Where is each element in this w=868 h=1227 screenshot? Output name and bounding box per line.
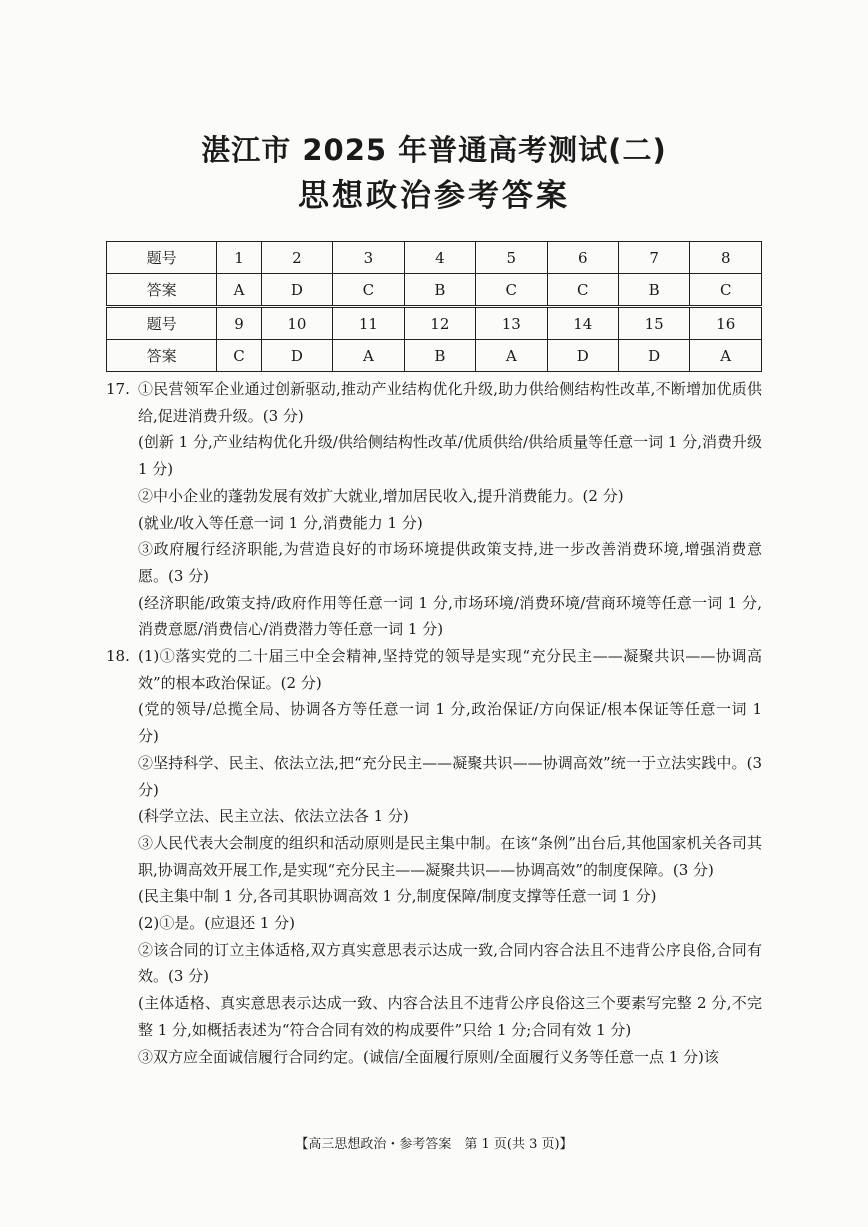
scoring-note: (就业/收入等任意一词 1 分,消费能力 1 分): [138, 513, 423, 532]
question-body: [138, 376, 762, 643]
answer-point: ②中小企业的蓬勃发展有效扩大就业,增加居民收入,提升消费能力。(2 分): [138, 486, 624, 505]
table-cell: B: [404, 274, 475, 307]
answer-point: ①民营领军企业通过创新驱动,推动产业结构优化升级,助力供给侧结构性改革,不断增加优质供给,促进消费升级。(3 分): [138, 380, 762, 425]
table-cell: 11: [333, 307, 404, 340]
table-cell: D: [261, 274, 332, 307]
table-cell: C: [333, 274, 404, 307]
table-cell: 4: [404, 242, 475, 274]
table-cell: A: [333, 340, 404, 372]
answer-point: (2)①是。(应退还 1 分): [138, 914, 296, 933]
answer-point: ③双方应全面诚信履行合同约定。(诚信/全面履行原则/全面履行义务等任意一点 1 分)该: [138, 1047, 719, 1066]
table-cell: C: [217, 340, 261, 372]
table-cell: 16: [690, 307, 762, 340]
document-subtitle: 思想政治参考答案: [298, 178, 570, 214]
row-label-answer: 答案: [107, 274, 217, 307]
scoring-note: (党的领导/总揽全局、协调各方等任意一词 1 分,政治保证/方向保证/根本保证等任意一词 1 分): [138, 700, 762, 746]
table-cell: 5: [476, 242, 547, 274]
table-cell: 6: [547, 242, 618, 274]
table-cell: 12: [404, 307, 475, 340]
scoring-note: (科学立法、民主立法、依法立法各 1 分): [138, 807, 409, 826]
question-number: 17.: [106, 380, 130, 398]
answer-point: ③政府履行经济职能,为营造良好的市场环境提供政策支持,进一步改善消费环境,增强消费意愿。(3 分): [138, 540, 762, 585]
answer-point: (1)①落实党的二十届三中全会精神,坚持党的领导是实现“充分民主——凝聚共识——协调高效”的根本政治保证。(2 分): [138, 647, 762, 692]
answer-point: ②该合同的订立主体适格,双方真实意思表示达成一致,合同内容合法且不违背公序良俗,合同有效。(3 分): [138, 940, 762, 986]
scoring-note: (创新 1 分,产业结构优化升级/供给侧结构性改革/优质供给/供给质量等任意一词 1 分,消费升级 1 分): [138, 433, 762, 479]
table-row-numbers-1: [107, 242, 762, 274]
table-cell: A: [217, 274, 261, 307]
table-cell: C: [476, 274, 547, 307]
table-cell: 7: [618, 242, 689, 274]
table-cell: 14: [547, 307, 618, 340]
table-row-numbers-2: [107, 307, 762, 340]
table-cell: 13: [476, 307, 547, 340]
table-row-answers-2: [107, 340, 762, 372]
table-row-answers-1: [107, 274, 762, 307]
answer-point: ③人民代表大会制度的组织和活动原则是民主集中制。在该“条例”出台后,其他国家机关各司其职,协调高效开展工作,是实现“充分民主——凝聚共识——协调高效”的制度保障。(3 分): [138, 833, 762, 879]
table-cell: B: [404, 340, 475, 372]
table-cell: C: [547, 274, 618, 307]
table-cell: 3: [333, 242, 404, 274]
table-cell: A: [690, 340, 762, 372]
table-cell: B: [618, 274, 689, 307]
answer-content: [106, 376, 762, 1070]
table-cell: 2: [261, 242, 332, 274]
answer-point: ②坚持科学、民主、依法立法,把“充分民主——凝聚共识——协调高效”统一于立法实践中。(3 分): [138, 753, 762, 799]
question-18: [106, 643, 762, 1070]
question-17: [106, 376, 762, 643]
exam-title: 湛江市 2025 年普通高考测试(二): [201, 133, 667, 167]
scoring-note: (经济职能/政策支持/政府作用等任意一词 1 分,市场环境/消费环境/营商环境等任意一词 1 分,消费意愿/消费信心/消费潜力等任意一词 1 分): [138, 593, 762, 639]
table-cell: 10: [261, 307, 332, 340]
table-cell: D: [261, 340, 332, 372]
row-label-answer: 答案: [107, 340, 217, 372]
row-label-question: 题号: [107, 242, 217, 274]
table-cell: C: [690, 274, 762, 307]
table-cell: D: [618, 340, 689, 372]
scoring-note: (主体适格、真实意思表示达成一致、内容合法且不违背公序良俗这三个要素写完整 2 分,不完整 1 分,如概括表述为“符合合同有效的构成要件”只给 1 分;合同有效 1 分): [138, 994, 762, 1039]
row-label-question: 题号: [107, 307, 217, 340]
scoring-note: (民主集中制 1 分,各司其职协调高效 1 分,制度保障/制度支撑等任意一词 1 分): [138, 887, 657, 906]
table-cell: 1: [217, 242, 261, 274]
answer-table: [106, 241, 762, 372]
table-cell: 9: [217, 307, 261, 340]
page-footer: 【高三思想政治・参考答案 第 1 页(共 3 页)】: [295, 1137, 573, 1152]
question-number: 18.: [106, 647, 130, 666]
table-cell: 15: [618, 307, 689, 340]
table-cell: 8: [690, 242, 762, 274]
table-cell: D: [547, 340, 618, 372]
question-body: [138, 643, 762, 1070]
table-cell: A: [476, 340, 547, 372]
